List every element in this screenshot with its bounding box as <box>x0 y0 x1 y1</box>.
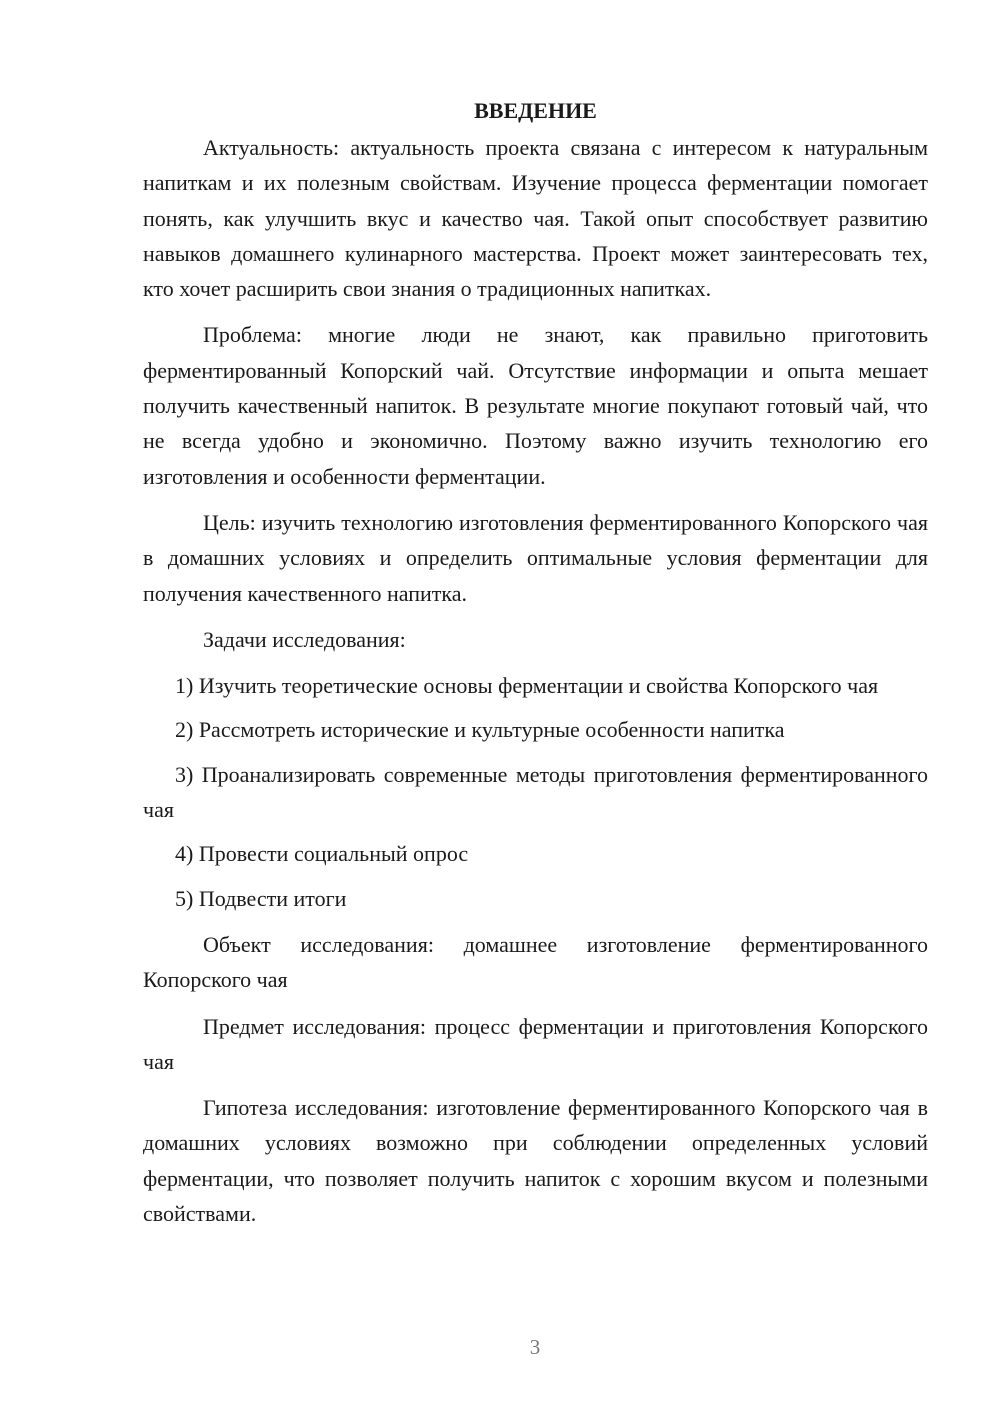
paragraph-problem: Проблема: многие люди не знают, как правильно приготовить ферментированный Копорский чай. Отсутствие информации и опыта мешает получить качественный напиток. В результате многие покупают готовый чай, что не всегда удобно и экономично. Поэтому важно изучить технологию его изготовления и особенности ферментации. <box>143 322 928 489</box>
paragraph-hypothesis: Гипотеза исследования: изготовление ферментированного Копорского чая в домашних условиях возможно при соблюдении определенных условий ферментации, что позволяет получить напиток с хорошим вкусом и полезными свойствами. <box>143 1095 928 1227</box>
task-item: 4) Провести социальный опрос <box>175 841 469 867</box>
paragraph-goal: Цель: изучить технологию изготовления ферментированного Копорского чая в домашних условиях и определить оптимальные условия ферментации для получения качественного напитка. <box>143 509 928 606</box>
document-page <box>143 96 928 1242</box>
task-item: 2) Рассмотреть исторические и культурные особенности напитка <box>175 717 785 743</box>
paragraph-subject: Предмет исследования: процесс ферментации и приготовления Копорского чая <box>143 1013 928 1074</box>
paragraph-object: Объект исследования: домашнее изготовление ферментированного Копорского чая <box>143 931 928 993</box>
paragraph-relevance: Актуальность: актуальность проекта связана с интересом к натуральным напиткам и их полезным свойствам. Изучение процесса ферментации помогает понять, как улучшить вкус и качество чая. Такой опыт способствует развитию навыков домашнего кулинарного мастерства. Проект может заинтересовать тех, кто хочет расширить свои знания о традиционных напитках. <box>143 135 928 302</box>
task-item: 1) Изучить теоретические основы ферментации и свойства Копорского чая <box>175 673 879 699</box>
page-title: ВВЕДЕНИЕ <box>474 98 597 123</box>
page-number: 3 <box>529 1335 541 1359</box>
tasks-heading: Задачи исследования: <box>203 626 406 652</box>
task-item: 3) Проанализировать современные методы приготовления ферментированного чая <box>143 761 928 823</box>
tasks-list <box>143 668 928 916</box>
task-item: 5) Подвести итоги <box>175 885 347 911</box>
